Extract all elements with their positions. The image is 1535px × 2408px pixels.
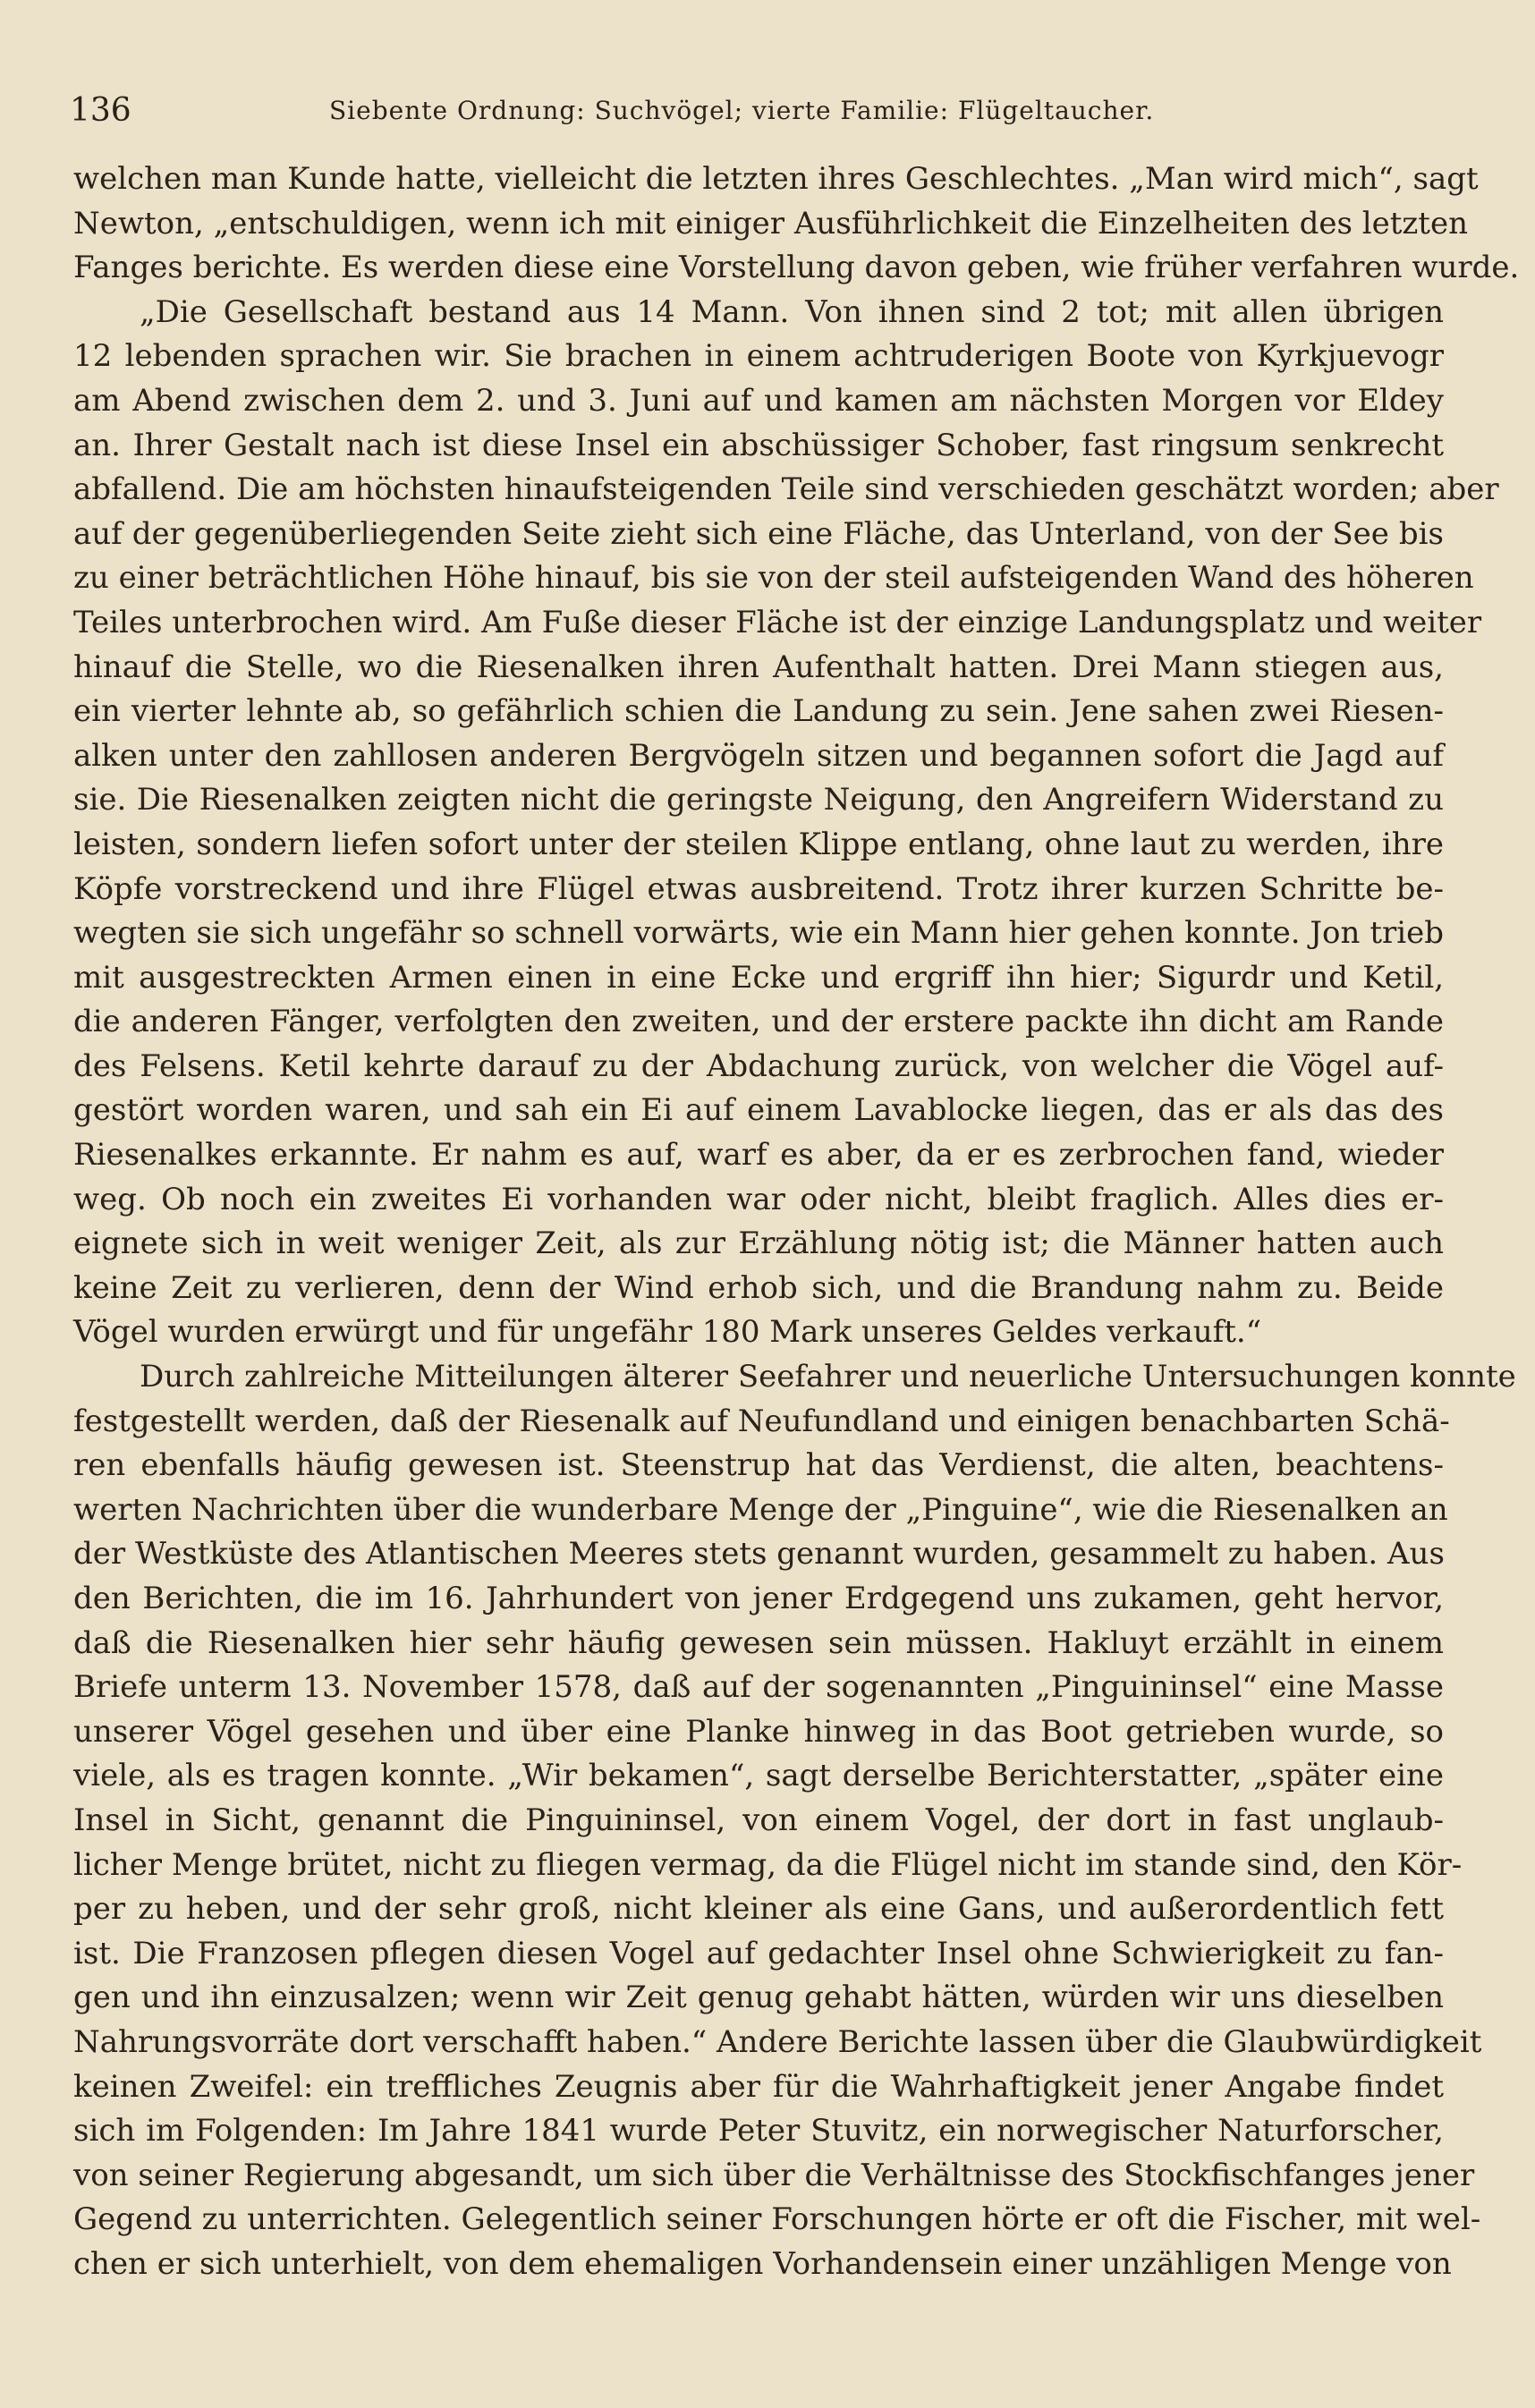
text-line: an. Ihrer Gestalt nach ist diese Insel ein abschüssiger Schober, fast ringsum senkrecht	[73, 427, 1444, 463]
text-line: Teiles unterbrochen wird. Am Fuße dieser Fläche ist der einzige Landungsplatz und weiter	[73, 604, 1482, 640]
text-line: werten Nachrichten über die wunderbare Menge der „Pinguine“, wie die Riesenalken an	[73, 1491, 1448, 1528]
text-line: Gegend zu unterrichten. Gelegentlich seiner Forschungen hörte er oft die Fischer, mit wel-	[73, 2201, 1481, 2238]
text-line: 12 lebenden sprachen wir. Sie brachen in einem achtruderigen Boote von Kyrkjuevogr	[73, 338, 1444, 375]
text-line: Insel in Sicht, genannt die Pinguininsel, von einem Vogel, der dort in fast unglaub-	[73, 1802, 1444, 1838]
text-line: leisten, sondern liefen sofort unter der steilen Klippe entlang, ohne laut zu werden, ihre	[73, 826, 1444, 862]
text-line: unserer Vögel gesehen und über eine Planke hinweg in das Boot getrieben wurde, so	[73, 1713, 1444, 1750]
text-line: von seiner Regierung abgesandt, um sich über die Verhältnisse des Stockfischfanges jener	[73, 2157, 1475, 2193]
text-line: Riesenalkes erkannte. Er nahm es auf, warf es aber, da er es zerbrochen fand, wieder	[73, 1137, 1444, 1174]
text-line: licher Menge brütet, nicht zu fliegen vermag, da die Flügel nicht im stande sind, den Kör-	[73, 1846, 1463, 1883]
text-line: die anderen Fänger, verfolgten den zweiten, und der erstere packte ihn dicht am Rande	[73, 1004, 1444, 1040]
page-header	[70, 89, 1447, 132]
text-line: sich im Folgenden: Im Jahre 1841 wurde Peter Stuvitz, ein norwegischer Naturforscher,	[73, 2113, 1444, 2149]
text-line: Vögel wurden erwürgt und für ungefähr 180 Mark unseres Geldes verkauft.“	[73, 1314, 1262, 1351]
text-line: ist. Die Franzosen pflegen diesen Vogel auf gedachter Insel ohne Schwierigkeit zu fan-	[73, 1935, 1444, 1971]
text-line: Nahrungsvorräte dort verschafft haben.“ Andere Berichte lassen über die Glaubwürdigkeit	[73, 2023, 1482, 2060]
page-number: 136	[70, 92, 131, 129]
text-line: sie. Die Riesenalken zeigten nicht die geringste Neigung, den Angreifern Widerstand zu	[73, 782, 1444, 818]
text-line: der Westküste des Atlantischen Meeres stets genannt wurden, gesammelt zu haben. Aus	[73, 1536, 1445, 1573]
text-line: daß die Riesenalken hier sehr häufig gewesen sein müssen. Hakluyt erzählt in einem	[73, 1624, 1444, 1661]
text-line: Durch zahlreiche Mitteilungen älterer Seefahrer und neuerliche Untersuchungen konnte	[140, 1359, 1516, 1395]
text-line: alken unter den zahllosen anderen Bergvögeln sitzen und begannen sofort die Jagd auf	[73, 737, 1444, 774]
running-head: Siebente Ordnung: Suchvögel; vierte Familie: Flügeltaucher.	[329, 96, 1155, 125]
text-line: chen er sich unterhielt, von dem ehemaligen Vorhandensein einer unzähligen Menge von	[73, 2245, 1452, 2282]
text-line: viele, als es tragen konnte. „Wir bekamen“, sagt derselbe Berichterstatter, „später eine	[73, 1758, 1444, 1794]
text-line: gen und ihn einzusalzen; wenn wir Zeit genug gehabt hätten, würden wir uns dieselben	[73, 1980, 1444, 2016]
text-line: Newton, „entschuldigen, wenn ich mit einiger Ausführlichkeit die Einzelheiten des letzten	[73, 205, 1468, 242]
text-line: keinen Zweifel: ein treffliches Zeugnis aber für die Wahrhaftigkeit jener Angabe findet	[73, 2068, 1444, 2105]
text-line: Fanges berichte. Es werden diese eine Vorstellung davon geben, wie früher verfahren wurde.	[73, 250, 1520, 286]
text-line: per zu heben, und der sehr groß, nicht kleiner als eine Gans, und außerordentlich fett	[73, 1891, 1444, 1928]
text-line: gestört worden waren, und sah ein Ei auf einem Lavablocke liegen, das er als das des	[73, 1092, 1444, 1129]
text-line: keine Zeit zu verlieren, denn der Wind erhob sich, und die Brandung nahm zu. Beide	[73, 1269, 1444, 1306]
text-line: am Abend zwischen dem 2. und 3. Juni auf und kamen am nächsten Morgen vor Eldey	[73, 382, 1444, 419]
text-line: ren ebenfalls häufig gewesen ist. Steenstrup hat das Verdienst, die alten, beachtens-	[73, 1447, 1444, 1484]
text-line: auf der gegenüberliegenden Seite zieht sich eine Fläche, das Unterland, von der See bis	[73, 515, 1444, 552]
text-line: hinauf die Stelle, wo die Riesenalken ihren Aufenthalt hatten. Drei Mann stiegen aus,	[73, 649, 1444, 685]
text-line: weg. Ob noch ein zweites Ei vorhanden war oder nicht, bleibt fraglich. Alles dies er-	[73, 1181, 1444, 1217]
text-line: Köpfe vorstreckend und ihre Flügel etwas ausbreitend. Trotz ihrer kurzen Schritte be-	[73, 870, 1444, 907]
text-line: mit ausgestreckten Armen einen in eine Ecke und ergriff ihn hier; Sigurdr und Ketil,	[73, 959, 1444, 996]
body-text	[73, 157, 1520, 2287]
text-line: zu einer beträchtlichen Höhe hinauf, bis sie von der steil aufsteigenden Wand des höheren	[73, 560, 1474, 597]
text-line: des Felsens. Ketil kehrte darauf zu der Abdachung zurück, von welcher die Vögel auf-	[73, 1047, 1444, 1084]
text-line: „Die Gesellschaft bestand aus 14 Mann. Von ihnen sind 2 tot; mit allen übrigen	[140, 293, 1444, 330]
text-line: welchen man Kunde hatte, vielleicht die letzten ihres Geschlechtes. „Man wird mich“, sagt	[73, 161, 1479, 197]
text-line: abfallend. Die am höchsten hinaufsteigenden Teile sind verschieden geschätzt worden; aber	[73, 471, 1499, 508]
text-line: ein vierter lehnte ab, so gefährlich schien die Landung zu sein. Jene sahen zwei Riesen-	[73, 693, 1444, 730]
text-line: festgestellt werden, daß der Riesenalk auf Neufundland und einigen benachbarten Schä-	[73, 1403, 1450, 1439]
text-line: eignete sich in weit weniger Zeit, als zur Erzählung nötig ist; die Männer hatten auch	[73, 1225, 1444, 1262]
text-line: den Berichten, die im 16. Jahrhundert von jener Erdgegend uns zukamen, geht hervor,	[73, 1581, 1444, 1616]
text-line: wegten sie sich ungefähr so schnell vorwärts, wie ein Mann hier gehen konnte. Jon trieb	[73, 915, 1444, 952]
text-line: Briefe unterm 13. November 1578, daß auf der sogenannten „Pinguininsel“ eine Masse	[73, 1669, 1444, 1706]
